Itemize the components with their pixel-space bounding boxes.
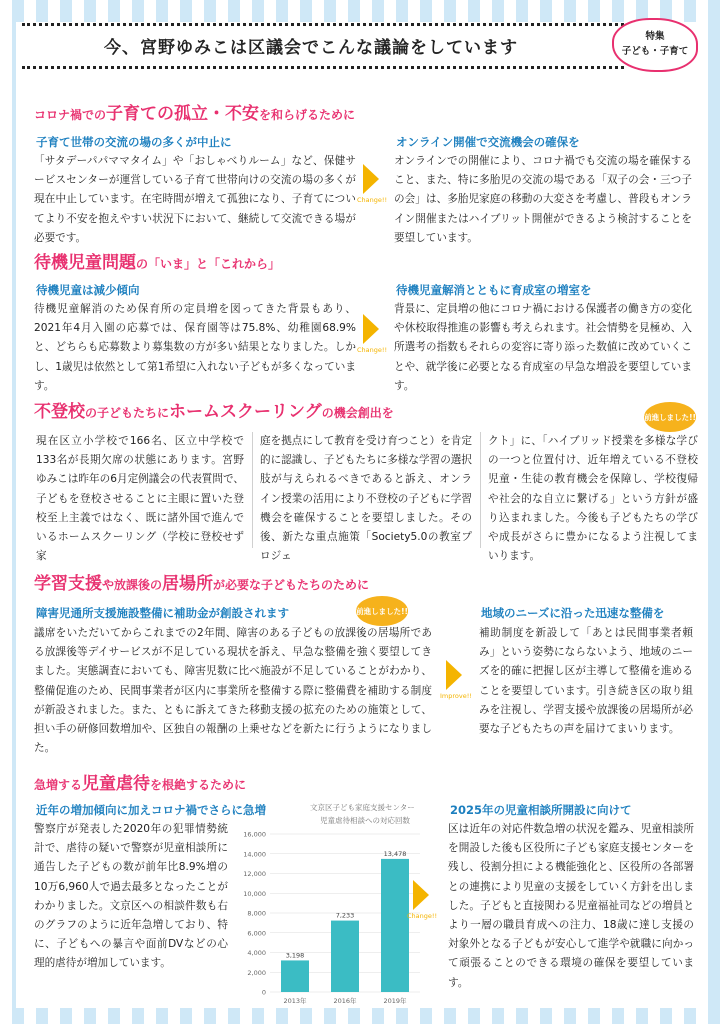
section4-title-em1: 学習支援 (34, 574, 102, 594)
section4-right-body: 補助制度を新設して「あとは民間事業者頼み」という姿勢にならないよう、地域のニーズを的確に把握し区が主導して整備を進めることを要望しています。引き続き区の取り組みを注視し、学習支援や放課後の居場所が必要な子どもたちの声を届けてまいります。 (479, 627, 693, 736)
section2-title-em: 待機児童問題 (34, 253, 136, 273)
chart-y-tick-label: 8,000 (247, 909, 266, 918)
feature-tag-line1: 特集 (645, 31, 665, 42)
chart-y-tick-label: 6,000 (247, 929, 266, 938)
section3-title-em1: 不登校 (34, 402, 85, 422)
feature-tag (612, 18, 698, 72)
section1-title (34, 106, 355, 123)
chart-y-tick-label: 12,000 (243, 870, 266, 878)
section4-left-body: 議席をいただいてからこれまでの2年間、障害のある子どもの放課後の居場所である放課後等デイサービスが不足している現状を訴え、早急な整備を強く要望してきました。実態調査においても、障害児数に比べ施設が不足していることがわかり、整備促進のため、民間事業者が区内に事業所を整備する際に整備費を補助する制度が新設されました。また、ともに訴えてきた移動支援の拡充のための施策として、担い手の研修回数増加や、区独自の報酬の上乗せなどを新たに行うようになりました。 (34, 627, 432, 755)
chart-x-tick-label: 2013年 (283, 997, 307, 1005)
section5-title-pre: 急増する (34, 778, 83, 792)
section5-right-body: 区は近年の対応件数急増の状況を鑑み、児童相談所を開設した後も区役所に子ども家庭支援センターを残し、役割分担による機能強化と、区役所の各部署との連携により児童の支援をしていく方針を出しました。子どもと直接関わる児童福祉司などの増員とより一層の職員育成への注力、18歳に達し支援の対象外となる子どもが安心して進学や就職に向かって頑張ることのできる環境の確保を要望しています。 (448, 823, 694, 989)
section2-left-subheading: 待機児童は減少傾向 (36, 283, 140, 297)
section2-title-post: の「いま」と「これから」 (136, 257, 281, 271)
section5-left-body: 警察庁が発表した2020年の犯罪情勢統計で、虐待の疑いで警察が児童相談所に通告した子どもの数が前年比8.9%増の10万6,960人で過去最多となったことがわかりました。文京区への相談件数も右のグラフのように近年急増しており、特に、子どもへの暴言や面前DVなどの心理的虐待が増加しています。 (34, 823, 228, 970)
section5-arrow-icon (413, 880, 429, 910)
chart-bar (381, 859, 409, 992)
chart-bar (281, 960, 309, 992)
section1-title-post: を和らげるために (259, 108, 356, 122)
chart-y-tick-label: 16,000 (243, 830, 266, 839)
section2-right-subheading: 待機児童解消とともに育成室の増室を (396, 283, 592, 297)
section2-right-body: 背景に、定員増の他にコロナ禍における保護者の働き方の変化や休校取得推進の影響も考えられます。社会情勢を見極め、入所選考の指数もそれらの変容に寄り添った数値に改めていくことや、就学後に必要となる育成室の早急な増設を要望しています。 (394, 303, 692, 392)
section3-column3: クト」に、「ハイブリッド授業を多様な学びの一つと位置付け、近年増えている不登校児童・生徒の教育機会を保障し、学校復帰や社会的な自立に繋げる」という方針が盛り込まれました。今後も子どもたちの学びや成長がさらに豊かになるよう注視してまいります。 (488, 435, 698, 563)
section5-title (34, 776, 246, 793)
section5-title-em: 児童虐待 (82, 774, 151, 794)
section4-right-subheading: 地域のニーズに沿った迅速な整備を (481, 606, 665, 620)
section1-left-subheading: 子育て世帯の交流の場の多くが中止に (36, 135, 232, 149)
section3-column2: 庭を拠点にして教育を受け育つこと）を肯定的に認識し、子どもたちに多様な学習の選択肢が与えられるべきであると訴え、オンライン授業の活用により不登校の子どもに学習機会を確保することを要望しました。その後、新たな重点施策「Society5.0の教室プロジェ (260, 435, 472, 563)
section3-column1: 現在区立小学校で166名、区立中学校で133名が長期欠席の状態にあります。宮野ゆみこは昨年の6月定例議会の代表質問で、子どもを登校させることに主眼に置いた登校至上主義ではなく、既に諸外国で進んでいるホームスクーリング（学校に登校せず家 (36, 435, 244, 563)
section4-left-subheading: 障害児通所支援施設整備に補助金が創設されます (36, 606, 289, 620)
section2-title (34, 255, 280, 272)
section1-arrow-label: Change!! (357, 196, 388, 204)
section3-title-em2: ホームスクーリング (169, 402, 322, 422)
section1-right-subheading: オンライン開催で交流機会の確保を (396, 135, 580, 149)
header-bottom-rule (22, 66, 624, 69)
chart-value-label: 3,198 (285, 951, 305, 960)
section4-title-em2: 居場所 (162, 574, 214, 594)
section4-arrow-label: Improve!! (440, 692, 472, 700)
chart-bar (331, 921, 359, 992)
chart-x-tick-label: 2016年 (333, 997, 357, 1005)
feature-tag-line2: 子ども・子育て (621, 46, 689, 57)
section3-title-mid: の子どもたちに (85, 406, 170, 420)
section4-title-mid: や放課後の (102, 578, 163, 592)
section4-title-post: が必要な子どもたちのために (213, 578, 370, 592)
section2-arrow-label: Change!! (357, 346, 388, 354)
section3-title (34, 404, 394, 421)
chart-y-tick-label: 4,000 (247, 949, 266, 957)
section1-title-em: 子育ての孤立・不安 (106, 104, 260, 124)
chart-y-tick-label: 0 (261, 988, 266, 997)
section3-divider2 (480, 432, 481, 548)
section4-arrow-icon (446, 660, 462, 690)
section1-title-pre: コロナ禍での (34, 108, 107, 122)
section3-title-post: の機会創出を (321, 406, 394, 420)
section4-title (34, 576, 369, 593)
section4-progress-badge: 前進しました!! (356, 596, 408, 626)
abuse-cases-chart (230, 824, 430, 1014)
chart-y-tick-label: 10,000 (243, 889, 266, 898)
section5-arrow-label: Change!! (407, 912, 438, 920)
section2-arrow-icon (363, 314, 379, 344)
section5-right-subheading: 2025年の児童相談所開設に向けて (450, 803, 632, 817)
section5-title-post: を根絶するために (150, 778, 247, 792)
chart-value-label: 13,478 (383, 849, 407, 858)
chart-title: 文京区子ども家庭支援センター (310, 803, 415, 812)
chart-y-tick-label: 2,000 (247, 968, 266, 977)
header-top-rule (22, 23, 624, 26)
section1-right-body: オンラインでの開催により、コロナ禍でも交流の場を確保すること、また、特に多胎児の交流の場である「双子の会・三つ子の会」は、多胎児家庭の移動の大変さを考慮し、普段もオンライン開催またはハイブリット開催ができるよう検討することを要望しています。 (394, 155, 692, 244)
chart-subtitle: 児童虐待相談への対応回数 (320, 816, 410, 825)
chart-x-tick-label: 2019年 (383, 997, 407, 1005)
section1-arrow-icon (363, 164, 379, 194)
chart-value-label: 7,233 (335, 911, 355, 920)
section5-left-subheading: 近年の増加傾向に加えコロナ禍でさらに急増 (36, 803, 266, 817)
section2-left-body: 待機児童解消のため保育所の定員増を図ってきた背景もあり、2021年4月入園の応募では、保育園等は75.8%、幼稚園68.9%と、どちらも応募数より募集数の方が多い結果となりました。しかし、1歳児は依然として第1希望に入れない子どもが多くなっています。 (34, 303, 356, 392)
chart-y-tick-label: 14,000 (243, 850, 266, 859)
page-title: 今、宮野ゆみこは区議会でこんな議論をしています (104, 38, 518, 58)
section3-progress-badge: 前進しました!! (644, 402, 696, 432)
section3-divider1 (252, 432, 253, 548)
section1-left-body: 「サタデーパパママタイム」や「おしゃべりルーム」など、保健サービスセンターが運営している子育て世帯向けの交流の場の多くが現在中止しています。在宅時間が増えて孤独になり、子育てについてより不安を抱えやすい状況下において、継続して交流できる場が必要です。 (34, 155, 356, 244)
